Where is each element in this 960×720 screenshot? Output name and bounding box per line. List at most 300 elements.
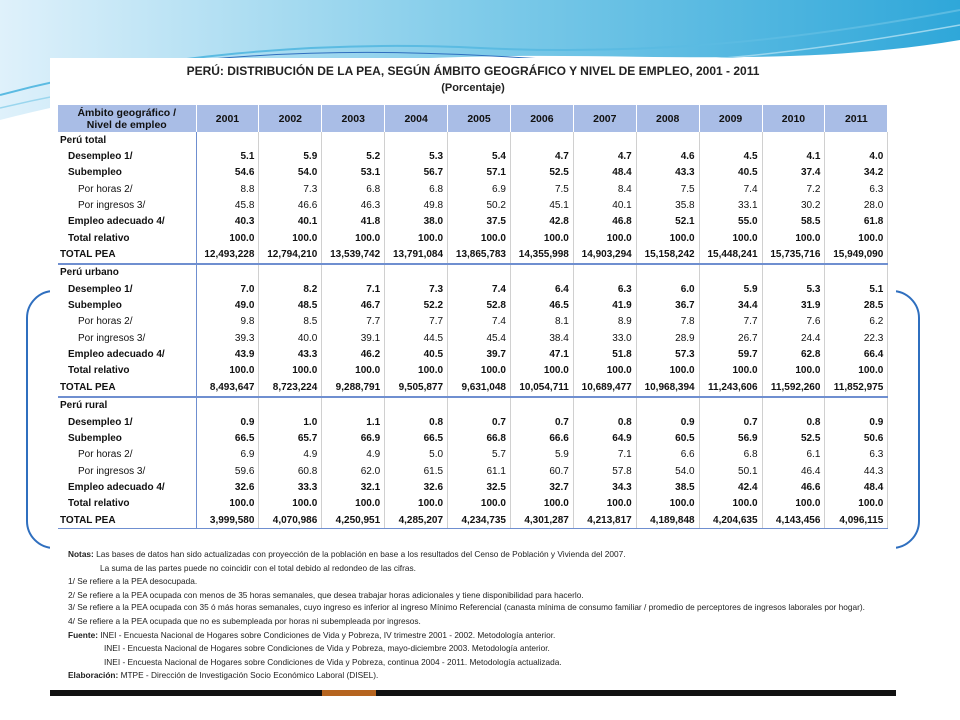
value-cell: 4.9 bbox=[259, 447, 322, 463]
value-cell: 54.0 bbox=[636, 463, 699, 479]
value-cell: 0.7 bbox=[510, 414, 573, 430]
section-name: Perú rural bbox=[58, 397, 196, 414]
year-header: 2005 bbox=[448, 105, 511, 132]
value-cell: 59.6 bbox=[196, 463, 259, 479]
row-label: Por ingresos 3/ bbox=[58, 330, 196, 346]
empty-cell bbox=[762, 264, 825, 281]
value-cell: 52.2 bbox=[385, 297, 448, 313]
value-cell: 4,204,635 bbox=[699, 512, 762, 529]
value-cell: 33.1 bbox=[699, 197, 762, 213]
year-header: 2002 bbox=[259, 105, 322, 132]
value-cell: 66.6 bbox=[510, 430, 573, 446]
value-cell: 24.4 bbox=[762, 330, 825, 346]
value-cell: 100.0 bbox=[322, 496, 385, 512]
table-body bbox=[58, 132, 888, 529]
value-cell: 52.8 bbox=[448, 297, 511, 313]
empty-cell bbox=[259, 397, 322, 414]
year-header: 2008 bbox=[636, 105, 699, 132]
value-cell: 40.5 bbox=[385, 346, 448, 362]
value-cell: 66.5 bbox=[385, 430, 448, 446]
year-header: 2004 bbox=[385, 105, 448, 132]
value-cell: 4,096,115 bbox=[825, 512, 888, 529]
value-cell: 100.0 bbox=[196, 496, 259, 512]
value-cell: 37.5 bbox=[448, 214, 511, 230]
note-line: 3/ Se refiere a la PEA ocupada con 35 ó más horas semanales, cuyo ingreso es inferior al ingreso Mínimo Referencial (canasta mínima de consumo familiar / promedio de perceptores de ingresos laborales por hogar). bbox=[68, 602, 865, 612]
empty-cell bbox=[196, 264, 259, 281]
value-cell: 100.0 bbox=[385, 363, 448, 379]
value-cell: 41.8 bbox=[322, 214, 385, 230]
value-cell: 41.9 bbox=[573, 297, 636, 313]
value-cell: 4.1 bbox=[762, 148, 825, 164]
empty-cell bbox=[510, 264, 573, 281]
value-cell: 64.9 bbox=[573, 430, 636, 446]
document-panel bbox=[50, 58, 896, 692]
row-label: TOTAL PEA bbox=[58, 246, 196, 263]
value-cell: 100.0 bbox=[762, 496, 825, 512]
value-cell: 62.0 bbox=[322, 463, 385, 479]
value-cell: 100.0 bbox=[573, 496, 636, 512]
value-cell: 8,723,224 bbox=[259, 379, 322, 396]
value-cell: 5.2 bbox=[322, 148, 385, 164]
note-line bbox=[68, 629, 888, 643]
value-cell: 100.0 bbox=[510, 230, 573, 246]
value-cell: 43.3 bbox=[259, 346, 322, 362]
value-cell: 14,903,294 bbox=[573, 246, 636, 263]
value-cell: 15,448,241 bbox=[699, 246, 762, 263]
value-cell: 5.0 bbox=[385, 447, 448, 463]
value-cell: 32.6 bbox=[385, 479, 448, 495]
value-cell: 100.0 bbox=[322, 230, 385, 246]
value-cell: 46.5 bbox=[510, 297, 573, 313]
value-cell: 100.0 bbox=[573, 363, 636, 379]
value-cell: 100.0 bbox=[699, 230, 762, 246]
notes-text: Las bases de datos han sido actualizadas con proyección de la población en base a los resultados del Censo de Población y Vivienda del 2007. bbox=[96, 549, 626, 559]
table-row bbox=[58, 463, 888, 479]
value-cell: 7.0 bbox=[196, 281, 259, 297]
value-cell: 7.5 bbox=[636, 181, 699, 197]
value-cell: 57.8 bbox=[573, 463, 636, 479]
empty-cell bbox=[699, 132, 762, 148]
value-cell: 61.5 bbox=[385, 463, 448, 479]
value-cell: 1.1 bbox=[322, 414, 385, 430]
table-row bbox=[58, 512, 888, 529]
value-cell: 32.6 bbox=[196, 479, 259, 495]
empty-cell bbox=[573, 397, 636, 414]
value-cell: 38.0 bbox=[385, 214, 448, 230]
value-cell: 7.8 bbox=[636, 314, 699, 330]
year-header: 2010 bbox=[762, 105, 825, 132]
value-cell: 0.7 bbox=[699, 414, 762, 430]
value-cell: 6.0 bbox=[636, 281, 699, 297]
value-cell: 4.0 bbox=[825, 148, 888, 164]
value-cell: 57.1 bbox=[448, 165, 511, 181]
fuente-text: INEI - Encuesta Nacional de Hogares sobre Condiciones de Vida y Pobreza, IV trimestre 2001 - 2002. Metodología anterior. bbox=[100, 629, 556, 640]
value-cell: 4,301,287 bbox=[510, 512, 573, 529]
value-cell: 28.0 bbox=[825, 197, 888, 213]
value-cell: 5.9 bbox=[259, 148, 322, 164]
value-cell: 46.6 bbox=[259, 197, 322, 213]
value-cell: 100.0 bbox=[825, 230, 888, 246]
value-cell: 11,243,606 bbox=[699, 379, 762, 396]
value-cell: 46.8 bbox=[573, 214, 636, 230]
table-row bbox=[58, 479, 888, 495]
value-cell: 34.2 bbox=[825, 165, 888, 181]
value-cell: 100.0 bbox=[385, 496, 448, 512]
value-cell: 14,355,998 bbox=[510, 246, 573, 263]
empty-cell bbox=[762, 132, 825, 148]
empty-cell bbox=[448, 264, 511, 281]
table-row bbox=[58, 414, 888, 430]
value-cell: 5.1 bbox=[825, 281, 888, 297]
empty-cell bbox=[636, 397, 699, 414]
section-header-row bbox=[58, 132, 888, 148]
document-title: PERÚ: DISTRIBUCIÓN DE LA PEA, SEGÚN ÁMBITO GEOGRÁFICO Y NIVEL DE EMPLEO, 2001 - 2011 bbox=[186, 64, 760, 78]
value-cell: 4.7 bbox=[510, 148, 573, 164]
table-row bbox=[58, 297, 888, 313]
value-cell: 12,493,228 bbox=[196, 246, 259, 263]
value-cell: 39.1 bbox=[322, 330, 385, 346]
value-cell: 100.0 bbox=[510, 363, 573, 379]
value-cell: 43.3 bbox=[636, 165, 699, 181]
value-cell: 8.1 bbox=[510, 314, 573, 330]
value-cell: 7.4 bbox=[699, 181, 762, 197]
value-cell: 66.4 bbox=[825, 346, 888, 362]
row-label: Desempleo 1/ bbox=[58, 148, 196, 164]
value-cell: 56.9 bbox=[699, 430, 762, 446]
value-cell: 100.0 bbox=[636, 230, 699, 246]
value-cell: 7.2 bbox=[762, 181, 825, 197]
value-cell: 4,250,951 bbox=[322, 512, 385, 529]
year-header: 2001 bbox=[196, 105, 259, 132]
table-row bbox=[58, 281, 888, 297]
table-header-row bbox=[58, 105, 888, 132]
value-cell: 100.0 bbox=[510, 496, 573, 512]
value-cell: 30.2 bbox=[762, 197, 825, 213]
value-cell: 47.1 bbox=[510, 346, 573, 362]
empty-cell bbox=[322, 397, 385, 414]
value-cell: 34.4 bbox=[699, 297, 762, 313]
value-cell: 60.7 bbox=[510, 463, 573, 479]
value-cell: 4,189,848 bbox=[636, 512, 699, 529]
empty-cell bbox=[385, 132, 448, 148]
value-cell: 59.7 bbox=[699, 346, 762, 362]
value-cell: 22.3 bbox=[825, 330, 888, 346]
value-cell: 6.8 bbox=[385, 181, 448, 197]
value-cell: 32.5 bbox=[448, 479, 511, 495]
value-cell: 4,143,456 bbox=[762, 512, 825, 529]
value-cell: 40.1 bbox=[573, 197, 636, 213]
value-cell: 11,592,260 bbox=[762, 379, 825, 396]
row-label: Total relativo bbox=[58, 230, 196, 246]
value-cell: 37.4 bbox=[762, 165, 825, 181]
value-cell: 0.9 bbox=[196, 414, 259, 430]
row-label: TOTAL PEA bbox=[58, 512, 196, 529]
value-cell: 39.7 bbox=[448, 346, 511, 362]
value-cell: 6.9 bbox=[196, 447, 259, 463]
table-row bbox=[58, 230, 888, 246]
value-cell: 58.5 bbox=[762, 214, 825, 230]
elaboracion-text: MTPE - Dirección de Investigación Socio Económico Laboral (DISEL). bbox=[120, 670, 379, 680]
elaboracion-label: Elaboración: bbox=[68, 670, 119, 680]
value-cell: 10,054,711 bbox=[510, 379, 573, 396]
note-line bbox=[68, 656, 888, 670]
value-cell: 42.8 bbox=[510, 214, 573, 230]
value-cell: 100.0 bbox=[196, 363, 259, 379]
value-cell: 12,794,210 bbox=[259, 246, 322, 263]
value-cell: 49.8 bbox=[385, 197, 448, 213]
value-cell: 15,158,242 bbox=[636, 246, 699, 263]
empty-cell bbox=[636, 264, 699, 281]
value-cell: 46.3 bbox=[322, 197, 385, 213]
value-cell: 7.1 bbox=[573, 447, 636, 463]
value-cell: 38.4 bbox=[510, 330, 573, 346]
value-cell: 44.3 bbox=[825, 463, 888, 479]
value-cell: 61.1 bbox=[448, 463, 511, 479]
empty-cell bbox=[510, 397, 573, 414]
bottom-bar bbox=[50, 690, 896, 696]
value-cell: 7.7 bbox=[699, 314, 762, 330]
bottom-accent bbox=[322, 690, 376, 696]
value-cell: 5.7 bbox=[448, 447, 511, 463]
value-cell: 0.9 bbox=[636, 414, 699, 430]
value-cell: 40.0 bbox=[259, 330, 322, 346]
value-cell: 44.5 bbox=[385, 330, 448, 346]
value-cell: 0.8 bbox=[762, 414, 825, 430]
row-label: Empleo adecuado 4/ bbox=[58, 214, 196, 230]
value-cell: 50.6 bbox=[825, 430, 888, 446]
value-cell: 6.3 bbox=[825, 181, 888, 197]
value-cell: 100.0 bbox=[448, 496, 511, 512]
row-label: Por horas 2/ bbox=[58, 181, 196, 197]
value-cell: 43.9 bbox=[196, 346, 259, 362]
fuente-text: INEI - Encuesta Nacional de Hogares sobre Condiciones de Vida y Pobreza, mayo-diciembre 2003. Metodología anterior. bbox=[104, 643, 550, 653]
value-cell: 7.1 bbox=[322, 281, 385, 297]
value-cell: 8.2 bbox=[259, 281, 322, 297]
value-cell: 9,288,791 bbox=[322, 379, 385, 396]
empty-cell bbox=[385, 397, 448, 414]
table-row bbox=[58, 246, 888, 263]
value-cell: 52.1 bbox=[636, 214, 699, 230]
value-cell: 10,968,394 bbox=[636, 379, 699, 396]
value-cell: 4,285,207 bbox=[385, 512, 448, 529]
row-label: Subempleo bbox=[58, 430, 196, 446]
value-cell: 4.5 bbox=[699, 148, 762, 164]
value-cell: 100.0 bbox=[825, 496, 888, 512]
value-cell: 53.1 bbox=[322, 165, 385, 181]
empty-cell bbox=[699, 264, 762, 281]
row-label: Por ingresos 3/ bbox=[58, 197, 196, 213]
value-cell: 51.8 bbox=[573, 346, 636, 362]
value-cell: 66.8 bbox=[448, 430, 511, 446]
value-cell: 26.7 bbox=[699, 330, 762, 346]
empty-cell bbox=[322, 264, 385, 281]
value-cell: 40.3 bbox=[196, 214, 259, 230]
value-cell: 45.8 bbox=[196, 197, 259, 213]
table-row bbox=[58, 496, 888, 512]
value-cell: 100.0 bbox=[573, 230, 636, 246]
value-cell: 6.6 bbox=[636, 447, 699, 463]
empty-cell bbox=[448, 132, 511, 148]
section-header-row bbox=[58, 397, 888, 414]
value-cell: 55.0 bbox=[699, 214, 762, 230]
value-cell: 66.9 bbox=[322, 430, 385, 446]
value-cell: 13,539,742 bbox=[322, 246, 385, 263]
value-cell: 5.4 bbox=[448, 148, 511, 164]
value-cell: 13,865,783 bbox=[448, 246, 511, 263]
value-cell: 46.6 bbox=[762, 479, 825, 495]
value-cell: 8,493,647 bbox=[196, 379, 259, 396]
value-cell: 28.9 bbox=[636, 330, 699, 346]
value-cell: 40.5 bbox=[699, 165, 762, 181]
value-cell: 7.3 bbox=[385, 281, 448, 297]
value-cell: 100.0 bbox=[699, 496, 762, 512]
note-line: 2/ Se refiere a la PEA ocupada con menos de 35 horas semanales, que desea trabajar horas adicionales y tiene disponibilidad para hacerlo. bbox=[68, 589, 584, 600]
fuente-text: INEI - Encuesta Nacional de Hogares sobre Condiciones de Vida y Pobreza, continua 2004 - 2011. Metodología actualizada. bbox=[104, 656, 562, 667]
table-row bbox=[58, 430, 888, 446]
value-cell: 7.7 bbox=[385, 314, 448, 330]
empty-cell bbox=[699, 397, 762, 414]
value-cell: 11,852,975 bbox=[825, 379, 888, 396]
value-cell: 5.9 bbox=[699, 281, 762, 297]
value-cell: 0.7 bbox=[448, 414, 511, 430]
value-cell: 9.8 bbox=[196, 314, 259, 330]
value-cell: 65.7 bbox=[259, 430, 322, 446]
notes-label: Notas: bbox=[68, 549, 94, 559]
value-cell: 9,505,877 bbox=[385, 379, 448, 396]
table-row bbox=[58, 181, 888, 197]
header-label-cell bbox=[58, 105, 196, 132]
note-line: 4/ Se refiere a la PEA ocupada que no es subempleada por horas ni subempleada por ingresos. bbox=[68, 616, 421, 626]
row-label: Empleo adecuado 4/ bbox=[58, 479, 196, 495]
year-header: 2006 bbox=[510, 105, 573, 132]
empty-cell bbox=[385, 264, 448, 281]
value-cell: 100.0 bbox=[385, 230, 448, 246]
empty-cell bbox=[573, 264, 636, 281]
row-label: Por horas 2/ bbox=[58, 314, 196, 330]
section-name: Perú total bbox=[58, 132, 196, 148]
empty-cell bbox=[825, 397, 888, 414]
value-cell: 100.0 bbox=[825, 363, 888, 379]
value-cell: 52.5 bbox=[510, 165, 573, 181]
value-cell: 50.2 bbox=[448, 197, 511, 213]
header-label-line2: Nivel de empleo bbox=[86, 118, 167, 131]
empty-cell bbox=[573, 132, 636, 148]
value-cell: 34.3 bbox=[573, 479, 636, 495]
empty-cell bbox=[510, 132, 573, 148]
row-label: Desempleo 1/ bbox=[58, 414, 196, 430]
value-cell: 4,234,735 bbox=[448, 512, 511, 529]
table-row bbox=[58, 165, 888, 181]
value-cell: 7.5 bbox=[510, 181, 573, 197]
table-row bbox=[58, 314, 888, 330]
value-cell: 13,791,084 bbox=[385, 246, 448, 263]
empty-cell bbox=[259, 132, 322, 148]
value-cell: 100.0 bbox=[448, 230, 511, 246]
value-cell: 35.8 bbox=[636, 197, 699, 213]
document-subtitle: (Porcentaje) bbox=[441, 82, 505, 94]
value-cell: 52.5 bbox=[762, 430, 825, 446]
value-cell: 100.0 bbox=[762, 363, 825, 379]
row-label: TOTAL PEA bbox=[58, 379, 196, 396]
value-cell: 6.8 bbox=[322, 181, 385, 197]
employment-table bbox=[58, 105, 888, 529]
value-cell: 100.0 bbox=[636, 496, 699, 512]
value-cell: 54.0 bbox=[259, 165, 322, 181]
value-cell: 48.4 bbox=[825, 479, 888, 495]
section-name: Perú urbano bbox=[58, 264, 196, 281]
value-cell: 54.6 bbox=[196, 165, 259, 181]
value-cell: 4,070,986 bbox=[259, 512, 322, 529]
row-label: Por horas 2/ bbox=[58, 447, 196, 463]
table-row bbox=[58, 447, 888, 463]
value-cell: 1.0 bbox=[259, 414, 322, 430]
value-cell: 8.5 bbox=[259, 314, 322, 330]
empty-cell bbox=[322, 132, 385, 148]
value-cell: 7.6 bbox=[762, 314, 825, 330]
row-label: Subempleo bbox=[58, 165, 196, 181]
note-line: 1/ Se refiere a la PEA desocupada. bbox=[68, 576, 198, 586]
value-cell: 0.8 bbox=[573, 414, 636, 430]
table-row bbox=[58, 197, 888, 213]
note-line bbox=[68, 642, 888, 656]
value-cell: 61.8 bbox=[825, 214, 888, 230]
value-cell: 66.5 bbox=[196, 430, 259, 446]
empty-cell bbox=[636, 132, 699, 148]
value-cell: 6.2 bbox=[825, 314, 888, 330]
note-line bbox=[68, 548, 888, 562]
value-cell: 46.7 bbox=[322, 297, 385, 313]
row-label: Empleo adecuado 4/ bbox=[58, 346, 196, 362]
note-line bbox=[68, 669, 888, 683]
value-cell: 7.4 bbox=[448, 314, 511, 330]
value-cell: 100.0 bbox=[259, 496, 322, 512]
row-label: Subempleo bbox=[58, 297, 196, 313]
value-cell: 100.0 bbox=[762, 230, 825, 246]
row-label: Por ingresos 3/ bbox=[58, 463, 196, 479]
value-cell: 5.3 bbox=[385, 148, 448, 164]
empty-cell bbox=[259, 264, 322, 281]
value-cell: 8.8 bbox=[196, 181, 259, 197]
empty-cell bbox=[762, 397, 825, 414]
value-cell: 46.4 bbox=[762, 463, 825, 479]
value-cell: 42.4 bbox=[699, 479, 762, 495]
row-label: Total relativo bbox=[58, 363, 196, 379]
value-cell: 36.7 bbox=[636, 297, 699, 313]
table-row bbox=[58, 330, 888, 346]
value-cell: 0.9 bbox=[825, 414, 888, 430]
value-cell: 39.3 bbox=[196, 330, 259, 346]
empty-cell bbox=[448, 397, 511, 414]
value-cell: 3,999,580 bbox=[196, 512, 259, 529]
value-cell: 15,735,716 bbox=[762, 246, 825, 263]
value-cell: 6.3 bbox=[573, 281, 636, 297]
empty-cell bbox=[196, 397, 259, 414]
year-header: 2007 bbox=[573, 105, 636, 132]
table-row bbox=[58, 148, 888, 164]
value-cell: 45.1 bbox=[510, 197, 573, 213]
row-label: Total relativo bbox=[58, 496, 196, 512]
value-cell: 38.5 bbox=[636, 479, 699, 495]
header-label-line1: Ámbito geográfico / bbox=[77, 106, 177, 119]
value-cell: 46.2 bbox=[322, 346, 385, 362]
value-cell: 6.8 bbox=[699, 447, 762, 463]
value-cell: 4.9 bbox=[322, 447, 385, 463]
notes-block bbox=[68, 548, 888, 683]
value-cell: 7.4 bbox=[448, 281, 511, 297]
value-cell: 60.5 bbox=[636, 430, 699, 446]
value-cell: 56.7 bbox=[385, 165, 448, 181]
value-cell: 7.3 bbox=[259, 181, 322, 197]
